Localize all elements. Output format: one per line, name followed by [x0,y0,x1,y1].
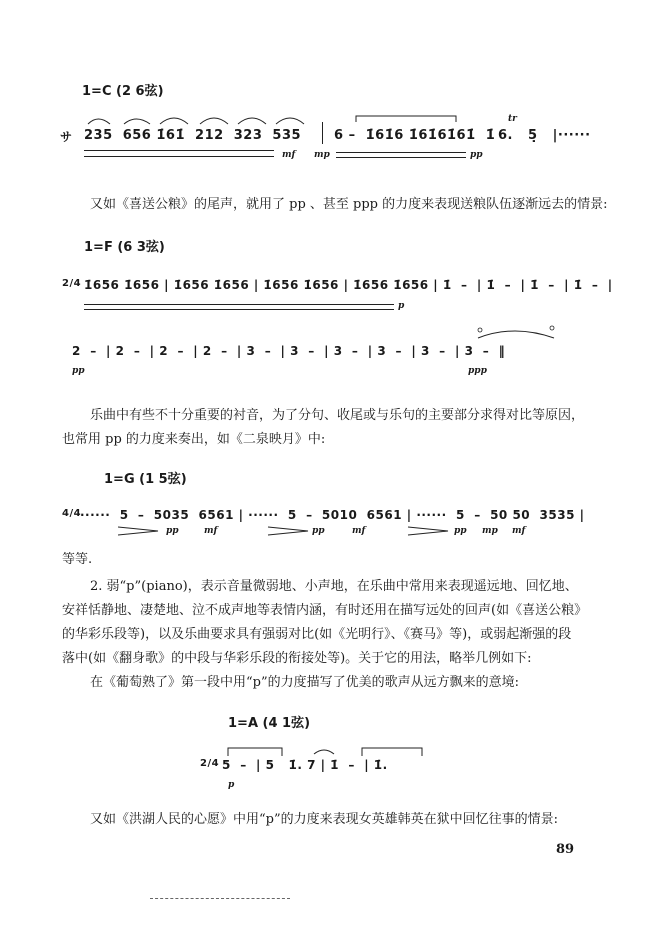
notation-ex1-part-a: 235 656 1̇61̇ 212 323 535 [84,128,302,143]
dynamic-mark: mf [352,526,366,536]
notation-ex3: ······ 5 – 5035 6561 | ······ 5 – 5010 6561 | ······ 5 – 50 50 3535 | [80,508,585,522]
dynamic-p: p [228,780,235,790]
paragraph-3-line-2: 安祥恬静地、凄楚地、泣不成声地等表情内涵，有时还用在描写远处的回声(如《喜送公粮》 [62,603,588,618]
time-signature-ex3: 4/4 [62,508,82,519]
etc-text: 等等. [62,552,93,567]
paragraph-3-line-1: 2. 弱“p”(piano)，表示音量微弱地、小声地，在乐曲中常用来表现遥远地、回忆地、 [90,579,578,594]
hairpin-line [336,157,466,158]
notation-ex1-part-c: 6. 5̣ |······ [498,128,591,143]
dynamic-mark: pp [312,526,325,536]
notation-ex4: 5 – | 5 1̇. 7 | 1̇ – | 1̇. [222,758,388,772]
trill-mark: tr [508,114,517,124]
notation-ex1-part-b: 6 – 1̇61̇6 1̇61̇61̇61̇ 1̇ [334,128,496,143]
key-signature-ex1: 1=C (2 6弦) [82,84,164,99]
dynamic-pp: pp [72,366,85,376]
dynamic-mark: pp [454,526,467,536]
slur-marks-ex2 [474,322,564,342]
paragraph-3-line-4: 落中(如《翻身歌》的中段与华彩乐段的衔接处等)。关于它的用法，略举几例如下: [62,651,532,666]
divider [150,898,290,899]
dynamic-mark: mf [512,526,526,536]
paragraph-4: 又如《洪湖人民的心愿》中用“p”的力度来表现女英雄韩英在狱中回忆往事的情景: [90,812,558,827]
hairpin-line [84,150,274,151]
paragraph-2-line-2: 也常用 pp 的力度来奏出，如《二泉映月》中: [62,432,326,447]
time-signature-ex4: 2/4 [200,758,220,769]
paragraph-3-line-5: 在《葡萄熟了》第一段中用“p”的力度描写了优美的歌声从远方飘来的意境: [90,675,519,690]
prefix-mark: サ [60,130,73,144]
hairpin-line [336,152,466,153]
hairpin-line [84,309,394,310]
dynamic-mark: pp [166,526,179,536]
dynamic-mf: mf [282,150,296,160]
notation-ex2-line-1: 1̇656 1̇656 | 1̇656 1̇656 | 1̇656 1̇656 | 1̇656 1̇656 | 1̇ – | 1̇ – | 1̇ – | 1̇ – | [84,278,613,292]
hairpin-line [84,156,274,157]
dynamic-mark: mp [482,526,498,536]
dynamic-p: p [398,301,405,311]
hairpins-ex3 [118,526,578,538]
key-signature-ex4: 1=A (4 1弦) [228,716,311,731]
dynamic-mp: mp [314,150,330,160]
time-signature-ex2: 2/4 [62,278,82,289]
paragraph-2-line-1: 乐曲中有些不十分重要的衬音，为了分句、收尾或与乐句的主要部分求得对比等原因， [90,408,585,423]
dynamic-mark: mf [204,526,218,536]
page-number: 89 [556,842,575,857]
key-signature-ex3: 1=G (1 5弦) [104,472,187,487]
paragraph-3-line-3: 的华彩乐段等)，以及乐曲要求具有强弱对比(如《光明行》、《赛马》等)，或弱起渐强的段 [62,627,572,642]
notation-ex2-line-2: 2 – | 2 – | 2 – | 2 – | 3 – | 3 – | 3 – | 3 – | 3 – | 3 – ‖ [72,344,506,358]
hairpin-line [84,304,394,305]
slur-marks-ex4 [222,742,462,758]
key-signature-ex2: 1=F (6 3弦) [84,240,165,255]
dynamic-pp: pp [470,150,483,160]
paragraph-1: 又如《喜送公粮》的尾声，就用了 pp 、甚至 ppp 的力度来表现送粮队伍逐渐远去的情景: [90,197,608,212]
slur-marks-ex1 [84,108,504,128]
dynamic-ppp: ppp [468,366,487,376]
